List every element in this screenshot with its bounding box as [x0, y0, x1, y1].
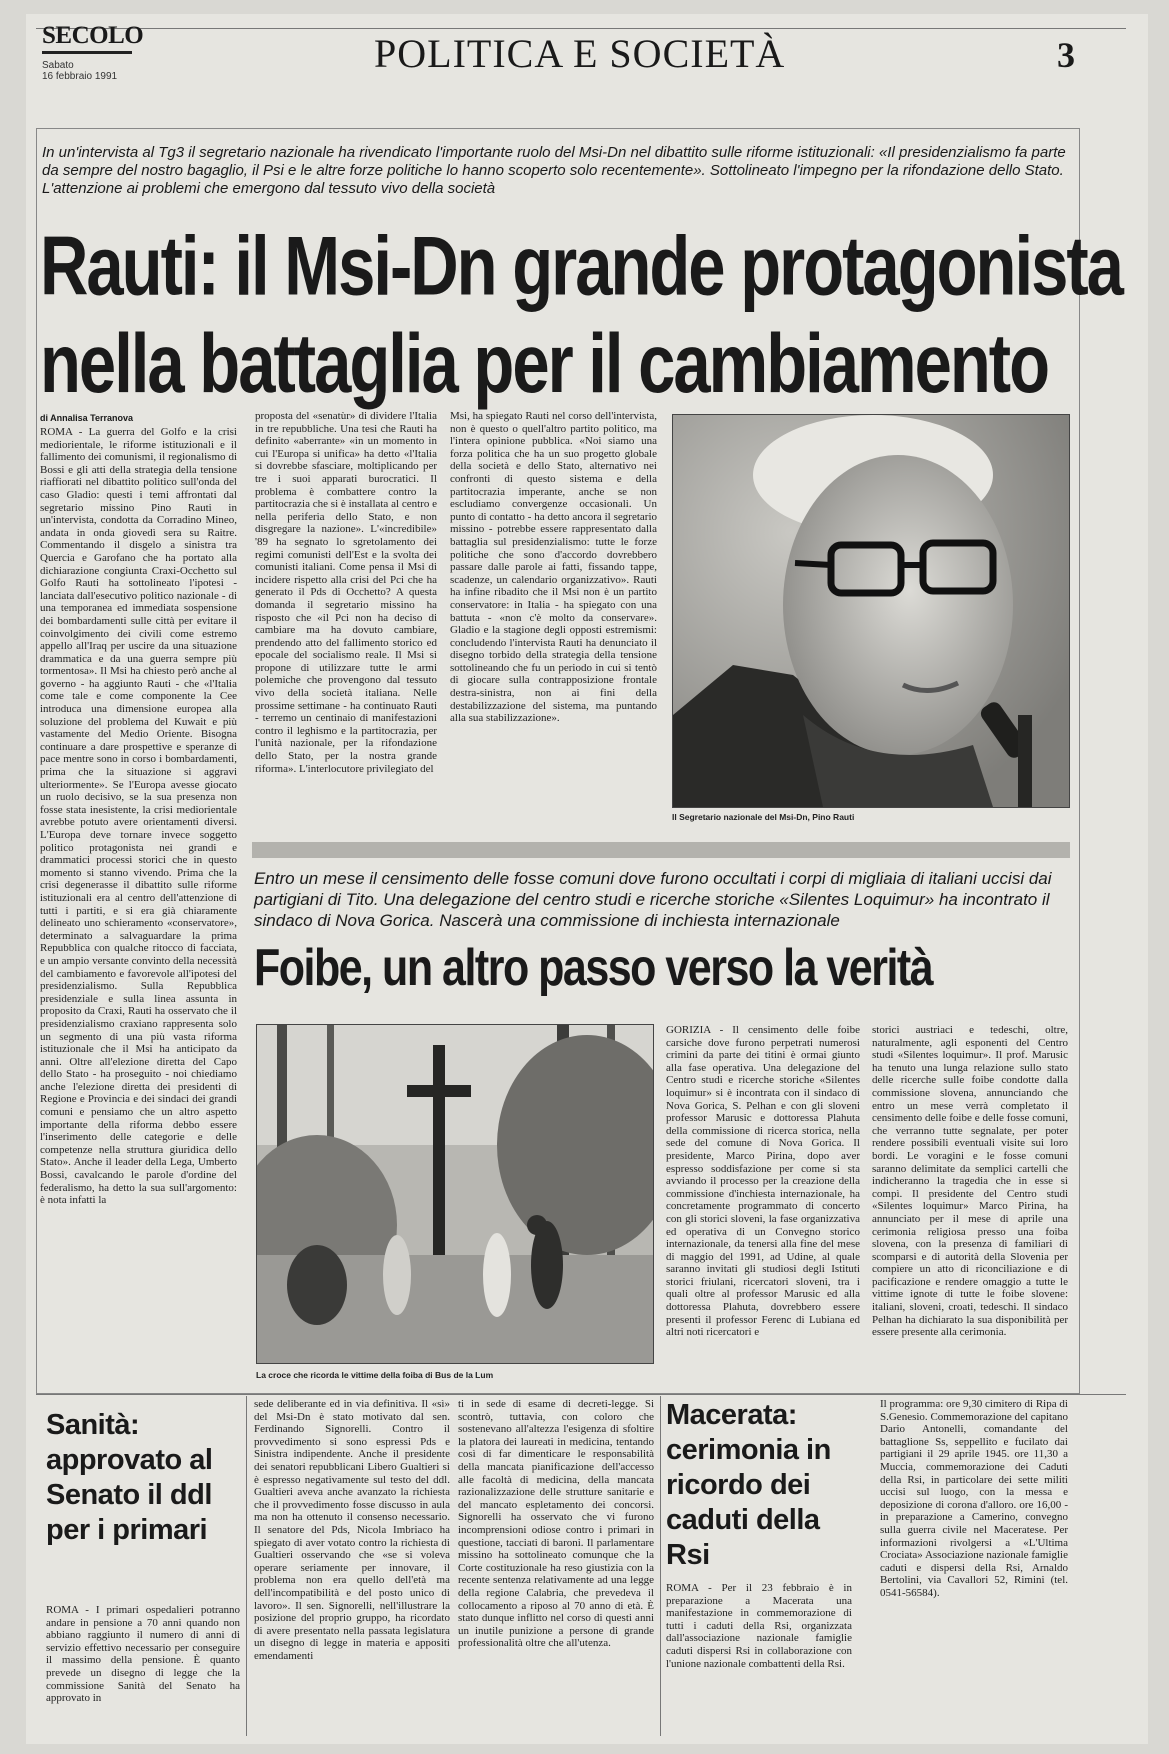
article2-headline: Foibe, un altro passo verso la verità: [254, 939, 933, 997]
section-title: POLITICA E SOCIETÀ: [374, 31, 786, 76]
article1-column-2: proposta del «senatùr» di dividere l'Italia in tre repubbliche. Una tesi che Rauti ha definito «aberrante» «in un momento in cui l'Europa si unifica» ha detto «l'Italia si dovrebbe sfasciare, moltiplicando per tre i suoi apparati burocratici. Il problema è combattere contro la partitocrazia che si è installata al centro e nella periferia dello Stato, e non disgregare la nazione». L'«incredibile» '89 ha segnato lo sgretolamento dei regimi comunisti dell'Est e la svolta dei comunisti italiani. Come pensa il Msi di incidere rispetto alla crisi del Pci che ha generato il Pds di Occhetto? A questa domanda il segretario missino ha risposto che «il Pci non ha deciso di cambiare ma ha dovuto cambiare, prendendo atto del fallimento storico ed epocale del socialismo reale. Il Msi si propone di utilizzare tutte le armi polemiche che provengono dal tessuto vivo della società italiana. Nelle prossime settimane - ha continuato Rauti - terremo un centinaio di manifestazioni contro il leghismo e la partitocrazia, per l'unità nazionale, per la rifondazione dello Stato, per la nostra grande riforma». L'interlocutore privilegiato del: [255, 410, 437, 775]
top-rule: [36, 28, 1126, 29]
article4-column-1: ROMA - Per il 23 febbraio è in preparazione a Macerata una manifestazione in commemorazione di tutti i caduti della Rsi, organizzata dall'associazione nazionale famiglie caduti dispersi Rsi in collaborazione con l'unione nazionale combattenti della Rsi.: [666, 1582, 852, 1670]
column-rule-1: [246, 1396, 247, 1736]
article3-column-1: ROMA - I primari ospedalieri potranno andare in pensione a 70 anni quando non abbiano raggiunto il numero di anni di servizio effettivo necessario per conseguire il massimo della pensione. È quanto prevede un disegno di legge che la commissione Sanità del Senato ha approvato in: [46, 1604, 240, 1705]
foiba-cross-scene: [257, 1025, 653, 1363]
foiba-photo: [256, 1024, 654, 1364]
dateline: [42, 60, 117, 82]
article1-headline: [40, 218, 1122, 413]
article3-column-3: ti in sede di esame di decreti-legge. Si scontrò, tuttavia, con coloro che sostenevano all'altezza l'esigenza di sfoltire la platora dei laureati in medicina, tentando così di far dimenticare le responsabilità della mancata pianificazione dell'accesso alle facoltà di medicina, della mancata razionalizzazione delle strutture sanitarie e del mancato espletamento dei concorsi. Signorelli ha osservato che vi furono incomprensioni odiose contro i primari in questione, tacciati di baroni. Il parlamentare missino ha sottolineato comunque che la Corte costituzionale ha reso giustizia con la recente sentenza relativamente ad una legge della regione Calabria, che prevedeva il collocamento a riposo al 70 anno di età. È stato dunque inflitto nel corso di questi anni un inutile punizione a persone di grande professionalità oltre che all'utenza.: [458, 1398, 654, 1650]
article2-deck: Entro un mese il censimento delle fosse comuni dove furono occultati i corpi di migliaia di italiani uccisi dai partigiani di Tito. Una delegazione del centro studi e ricerche storiche «Silentes Loquimur» ha incontrato il sindaco di Nova Gorica. Nascerà una commissione di inchiesta internazionale: [254, 869, 1052, 930]
bottom-section-rule: [36, 1394, 1126, 1395]
article1-byline: di Annalisa Terranova: [40, 413, 134, 423]
article2-column-1: GORIZIA - Il censimento delle foibe carsiche dove furono perpetrati numerosi crimini da parte dei titini è ormai giunto alla fase operativa. Una delegazione del Centro studi e ricerche storiche «Silentes loquimur» si è incontrata con il sindaco di Nova Gorica, S. Pelhan e con gli sloveni professor Marusic e dottoressa Plahuta della commissione di ricerca storica, nella sede del comune di Nova Gorica. Il presidente, Marco Pirina, dopo aver espresso soddisfazione per come si sta avviando il processo per la creazione della commissione d'inchiesta internazionale, ha concretamente programmato di concerto con gli storici sloveni, la fase organizzativa ed operativa di un Convegno storico internazionale, da tenersi alla fine del mese di maggio del 1991, ad Udine, al quale saranno invitati gli studiosi degli Istituti storici friulani, ricercatori sloveni, tra i quali oltre al professor Marusic ed alla dottoressa Plahuta, dovrebbero essere presenti il professor Ferenc di Lubiana ed altri noti ricercatori e: [666, 1024, 860, 1339]
masthead-rule: [42, 51, 132, 54]
article2-grey-bar: [252, 842, 1070, 858]
column-rule-2: [660, 1396, 661, 1736]
article1-headline-line2: nella battaglia per il cambiamento: [40, 316, 1049, 411]
rauti-photo: [672, 414, 1070, 808]
article4-headline: Macerata: cerimonia in ricordo dei caduti della Rsi: [666, 1399, 831, 1571]
article3-headline: Sanità: approvato al Senato il ddl per i primari: [46, 1409, 213, 1546]
article1-column-1: ROMA - La guerra del Golfo e la crisi mediorientale, le riforme istituzionali e il fallimento dei comunismi, il regionalismo di Bossi e gli atti della strategia della tensione riaffiorati nel dibattito politico sull'onda del caso Gladio: questi i temi affrontati dal segretario missino Pino Rauti in un'intervista, condotta da Corradino Mineo, andata in onda giovedì sera su Raitre. Commentando il disgelo a sinistra tra Quercia e Garofano che ha portato alla dichiarazione congiunta Craxi-Occhetto sul Golfo Rauti ha sottolineato l'ipotesi - lanciata dall'esecutivo politico nazionale - di una temporanea ed immediata sospensione dei bombardamenti sulle città per evitare il coinvolgimento dei civili come estremo appello all'Iraq per uscire da una situazione drammatica e da una guerra sempre più tormentosa». Il Msi ha chiesto però anche al governo - ha aggiunto Rauti - che «l'Italia come tale e come componente la Cee introduca una dimensione europea alla soluzione del problema del Kuwait e più vastamente del Medio Oriente. Bisogna continuare a dare prospettive e speranze di pace mentre sono in corso i bombardamenti, prima che la situazione si aggravi ulteriormente». Se l'Europa avesse giocato un ruolo decisivo, se la sua presenza non fosse stata inesistente, la crisi mediorientale avrebbe potuto avere orientamenti diversi. L'Europa deve tornare invece soggetto politico protagonista nei grandi e drammatici processi storici che in questo momento si stanno vivendo. Prima che la crisi degenerasse il dibattito sulle riforme istituzionali era al centro dell'attenzione di tutti i partiti, e si era già chiaramente delineato uno schieramento «conservatore», determinato a salvaguardare la prima Repubblica con qualche ritocco di facciata, e un ampio versante convinto della necessità del cambiamento e favorevole all'ipotesi del presidenzialismo. Sulla Repubblica presidenziale e sulla linea assunta in proposito da Craxi, Rauti ha osservato che il presidenzialismo craxiano rappresenta solo un segmento di una più vasta riforma istituzionale che il Msi ha anticipato da anni. Oltre all'elezione diretta del Capo dello Stato - ha proseguito - noi chiediamo anche l'elezione diretta dei presidenti di Regione e Provincia e dei sindaci dei grandi comuni e pensiamo che un altro aspetto importante della riforma debbo essere l'inserimento delle categorie e delle competenze nella struttura giuridica dello Stato». Anche il leader della Lega, Umberto Bossi, cavalcando le parole d'ordine del federalismo, ha detto la sua sull'argomento: è nota infatti la: [40, 426, 237, 1207]
article1-headline-line1: Rauti: il Msi-Dn grande protagonista: [40, 219, 1122, 313]
article1-column-3: Msi, ha spiegato Rauti nel corso dell'intervista, non è questo o quell'altro partito politico, ma l'intera opinione pubblica. «Noi siamo una forza politica che ha un suo progetto globale della società e dello Stato, alternativo nei confronti di questo sistema e della partitocrazia imperante, anche se non escludiamo convergenze occasionali. Un punto di contatto - ha detto ancora il segretario missino - potrebbe essere rappresentato dalla battaglia sul presidenzialismo: tutte le forze politiche che sono d'accordo dovrebbero passare dalle parole ai fatti, fissando tappe, scadenze, un calendario organizzativo». Rauti ha infine ribadito che il Msi non è un partito conservatore: in Italia - ha spiegato con una battuta - «non c'è molto da conservare». Gladio e la stagione degli opposti estremismi: concludendo l'intervista Rauti ha denunciato il disegno torbido della strategia della tensione sottolineando che fu un periodo in cui si tentò di giocare sulla contrapposizione frontale destra-sinistra, non ai fini della destabilizzazione del sistema, ma puntando alla sua stabilizzazione».: [450, 410, 657, 725]
dateline-day: Sabato: [42, 60, 74, 71]
page-number: 3: [1057, 35, 1075, 75]
foiba-photo-caption: La croce che ricorda le vittime della foiba di Bus de la Lum: [256, 1370, 494, 1380]
article3-column-2: sede deliberante ed in via definitiva. Il «sì» del Msi-Dn è stato motivato dal sen. Ferdinando Signorelli. Contro il provvedimento si sono espressi Pds e Sinistra indipendente. Anche il presidente dei senatori repubblicani Libero Gualtieri si è espresso negativamente sul testo del ddl. Gualtieri aveva anche avanzato la richiesta che il provvedimento fosse discusso in aula ma non ha ottenuto il consenso necessario. Il senatore del Pds, Nicola Imbriaco ha spiegato di aver votato contro la richiesta di Gualtieri osservando che «se si voleva operare seriamente per innovare, il problema non era quello dell'età ma dell'incompatibilità e del posto unico di lavoro». Il sen. Signorelli, nell'illustrare la posizione del proprio gruppo, ha ricordato di avere presentato nella passata legislatura un disegno di legge in materia e appositi emendamenti: [254, 1398, 450, 1662]
article4-column-2: Il programma: ore 9,30 cimitero di Ripa di S.Genesio. Commemorazione del capitano Dario Antonelli, comandante del battaglione Ss, seppellito e fucilato dai partigiani il 29 aprile 1945. ore 11,30 a Muccia, commemorazione dei Caduti della Rsi, in particolare dei sette militi uccisi sul luogo, con la messa e deposizione di corona d'alloro. ore 16,00 - in preparazione a Camerino, convegno sulla guerra civile nel Maceratese. Per informazioni rivolgersi a «L'Ultima Crociata» Associazione nazionale famiglie caduti e dispersi della Rsi, Arnaldo Bertolini, via Cavallori 52, Rimini (tel. 0541-56584).: [880, 1398, 1068, 1599]
rauti-portrait: [673, 415, 1069, 807]
rauti-photo-caption: Il Segretario nazionale del Msi-Dn, Pino Rauti: [672, 812, 855, 822]
dateline-date: 16 febbraio 1991: [42, 71, 118, 82]
article2-column-2: storici austriaci e tedeschi, oltre, naturalmente, agli esponenti del Centro studi «Silentes loquimur». Il prof. Marusic ha tenuto una lunga relazione sullo stato delle ricerche sulle foibe condotte dalla commissione slovena, annunciando che entro un mese verrà completato il censimento delle foibe e delle fosse comuni, che verranno tutte segnalate, per poter rendere possibili eventuali visite sui loro bordi. Le voragini e le fosse comuni saranno delimitate da semplici cartelli che indicheranno la tragedia che in esse si compì. Il presidente del Centro studi «Silentes loquimur» Marco Pirina, ha annunciato per il mese di aprile una cerimonia religiosa presso una foiba slovena, con la presenza di familiari di scomparsi e di autorità della Slovenia per compiere un atto di riconciliazione e di pacificazione e rendere omaggio a tutte le vittime ignote di tutte le foibe slovene: italiani, sloveni, croati, tedeschi. Il sindaco Pelhan ha dichiarato la sua disponibilità per essere presente alla cerimonia.: [872, 1024, 1068, 1339]
masthead: SECOLO: [42, 22, 144, 49]
article1-deck: In un'intervista al Tg3 il segretario nazionale ha rivendicato l'importante ruolo del Msi-Dn nel dibattito sulle riforme istituzionali: «Il presidenzialismo fa parte da sempre del nostro bagaglio, il Psi e le altre forze politiche lo hanno scoperto solo recentemente». Sottolineato l'impegno per la rifondazione dello Stato. L'attenzione ai problemi che emergono dal tessuto vivo della società: [42, 144, 1066, 197]
